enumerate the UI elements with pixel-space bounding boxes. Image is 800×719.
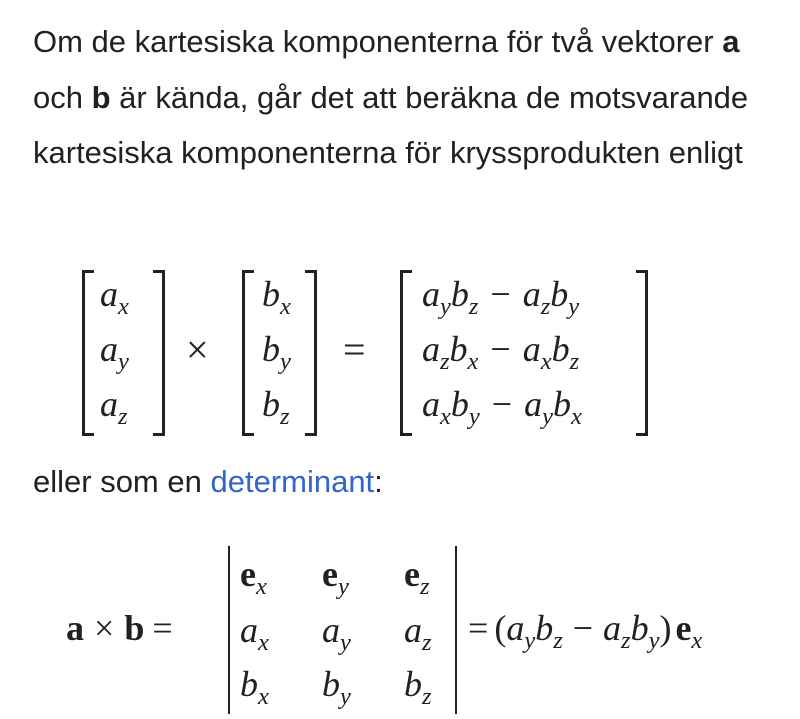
- right-bracket-close: [305, 270, 317, 436]
- right-vector-row-2: $b_y$: [262, 329, 291, 375]
- equals-operator: =: [343, 327, 366, 372]
- intro-paragraph: [33, 14, 783, 181]
- right-vector-row-3: $b_z$: [262, 384, 290, 430]
- result-bracket-close: [636, 270, 648, 436]
- det-cell-1-3: $e_z$: [404, 554, 430, 600]
- result-row-2: $a_zb_x - a_xb_z$: [422, 329, 580, 375]
- determinant-intro: [33, 454, 383, 509]
- left-bracket-open: [82, 270, 94, 436]
- left-vector-row-3: $a_z$: [100, 384, 128, 430]
- det-cell-2-2: $a_y$: [322, 610, 351, 656]
- result-bracket-open: [400, 270, 412, 436]
- intro-text-3: är kända, går det att beräkna de motsvarande kartesiska komponenterna för kryssprodukten enligt: [33, 79, 749, 170]
- vector-a-bold: a: [722, 24, 740, 59]
- rhs-expansion: = $(a_yb_z - a_zb_y)$ $e_x$: [468, 608, 703, 654]
- det-cell-2-3: $a_z$: [404, 610, 432, 656]
- det-cell-3-2: $b_y$: [322, 664, 351, 710]
- colon-text: :: [374, 464, 383, 499]
- right-vector-row-1: $b_x$: [262, 274, 291, 320]
- right-bracket-open: [242, 270, 254, 436]
- left-vector-row-2: $a_y$: [100, 329, 129, 375]
- det-cell-1-1: $e_x$: [240, 554, 267, 600]
- det-cell-3-3: $b_z$: [404, 664, 432, 710]
- intro-text-2: och: [33, 79, 92, 115]
- determinant-bar-right: [455, 546, 457, 714]
- determinant-formula: [0, 540, 800, 719]
- left-bracket-close: [153, 270, 165, 436]
- det-cell-1-2: $e_y$: [322, 554, 349, 600]
- intro-text-1: Om de kartesiska komponenterna för två vektorer: [33, 24, 723, 59]
- vector-b-bold: b: [91, 79, 111, 115]
- det-cell-2-1: $a_x$: [240, 610, 269, 656]
- determinant-bar-left: [228, 546, 230, 714]
- times-operator: ×: [186, 327, 209, 372]
- determinant-link[interactable]: determinant: [210, 464, 375, 499]
- lhs-expression: a × b =: [66, 608, 173, 648]
- result-row-3: $a_xb_y - a_yb_x$: [422, 384, 582, 430]
- det-cell-3-1: $b_x$: [240, 664, 269, 710]
- cross-product-formula: [0, 262, 800, 434]
- left-vector-row-1: $a_x$: [100, 274, 129, 320]
- result-row-1: $a_yb_z - a_zb_y$: [422, 274, 580, 320]
- eller-text: eller som en: [33, 464, 211, 499]
